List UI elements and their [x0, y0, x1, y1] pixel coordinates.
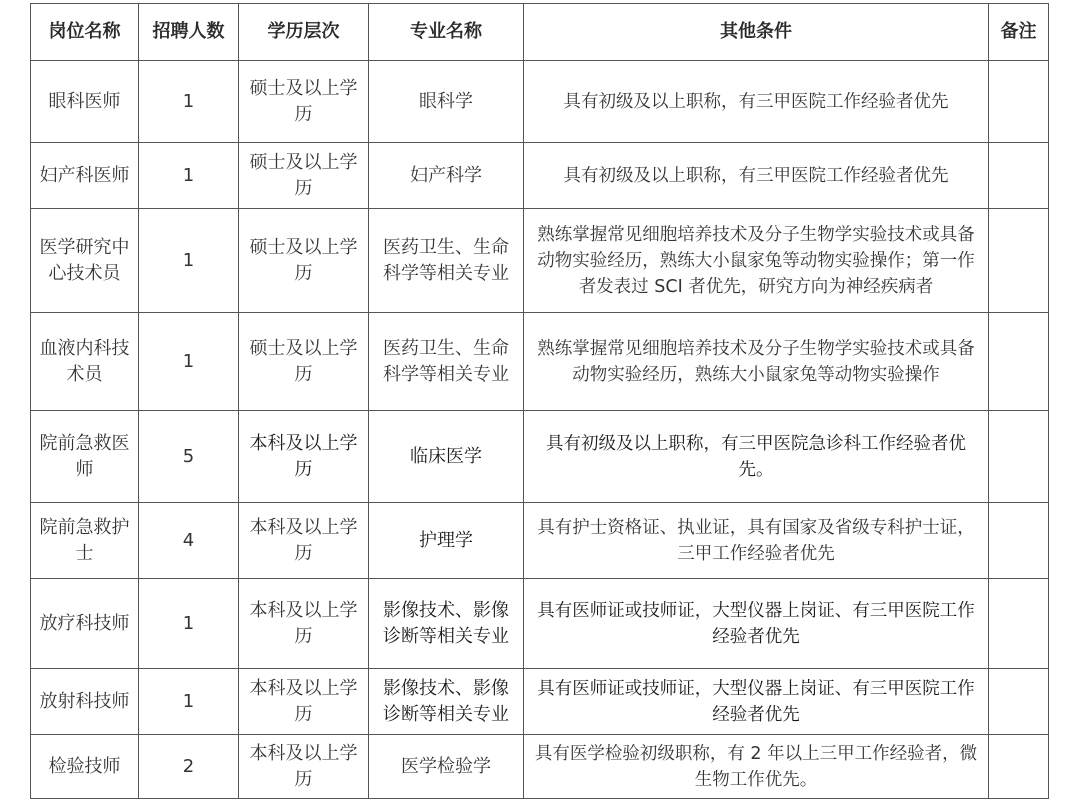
cell-education: 本科及以上学历: [239, 411, 369, 503]
cell-conditions: 具有医师证或技师证，大型仪器上岗证、有三甲医院工作经验者优先: [524, 669, 989, 735]
header-note: 备注: [989, 4, 1049, 61]
cell-note: [989, 313, 1049, 411]
table-row: [31, 579, 1049, 669]
cell-major: 临床医学: [369, 411, 524, 503]
header-count: 招聘人数: [139, 4, 239, 61]
cell-note: [989, 143, 1049, 209]
cell-conditions: 具有医师证或技师证，大型仪器上岗证、有三甲医院工作经验者优先: [524, 579, 989, 669]
table-row: [31, 503, 1049, 579]
cell-education: 本科及以上学历: [239, 579, 369, 669]
table-row: [31, 669, 1049, 735]
cell-note: [989, 209, 1049, 313]
cell-count: 1: [139, 61, 239, 143]
cell-major: 医药卫生、生命科学等相关专业: [369, 313, 524, 411]
cell-position: 检验技师: [31, 735, 139, 799]
cell-education: 本科及以上学历: [239, 669, 369, 735]
cell-education: 硕士及以上学历: [239, 61, 369, 143]
table-row: [31, 313, 1049, 411]
header-conditions: 其他条件: [524, 4, 989, 61]
cell-education: 本科及以上学历: [239, 735, 369, 799]
cell-note: [989, 503, 1049, 579]
cell-conditions: 熟练掌握常见细胞培养技术及分子生物学实验技术或具备动物实验经历，熟练大小鼠家兔等动物实验操作: [524, 313, 989, 411]
cell-position: 放疗科技师: [31, 579, 139, 669]
cell-education: 本科及以上学历: [239, 503, 369, 579]
table-row: [31, 143, 1049, 209]
table-row: [31, 209, 1049, 313]
cell-position: 院前急救医师: [31, 411, 139, 503]
table-header-row: [31, 4, 1049, 61]
cell-conditions: 熟练掌握常见细胞培养技术及分子生物学实验技术或具备动物实验经历，熟练大小鼠家兔等动物实验操作；第一作者发表过 SCI 者优先，研究方向为神经疾病者: [524, 209, 989, 313]
recruitment-table: [30, 3, 1049, 799]
cell-count: 2: [139, 735, 239, 799]
cell-count: 4: [139, 503, 239, 579]
cell-major: 妇产科学: [369, 143, 524, 209]
cell-note: [989, 411, 1049, 503]
cell-conditions: 具有初级及以上职称，有三甲医院急诊科工作经验者优先。: [524, 411, 989, 503]
header-education: 学历层次: [239, 4, 369, 61]
cell-note: [989, 61, 1049, 143]
cell-position: 医学研究中心技术员: [31, 209, 139, 313]
cell-major: 影像技术、影像诊断等相关专业: [369, 579, 524, 669]
table-row: [31, 61, 1049, 143]
cell-conditions: 具有初级及以上职称，有三甲医院工作经验者优先: [524, 143, 989, 209]
cell-conditions: 具有初级及以上职称，有三甲医院工作经验者优先: [524, 61, 989, 143]
cell-count: 1: [139, 209, 239, 313]
cell-position: 妇产科医师: [31, 143, 139, 209]
cell-note: [989, 579, 1049, 669]
cell-education: 硕士及以上学历: [239, 209, 369, 313]
cell-education: 硕士及以上学历: [239, 143, 369, 209]
cell-note: [989, 669, 1049, 735]
table-row: [31, 735, 1049, 799]
cell-education: 硕士及以上学历: [239, 313, 369, 411]
cell-conditions: 具有医学检验初级职称，有 2 年以上三甲工作经验者，微生物工作优先。: [524, 735, 989, 799]
cell-major: 影像技术、影像诊断等相关专业: [369, 669, 524, 735]
cell-count: 5: [139, 411, 239, 503]
cell-position: 眼科医师: [31, 61, 139, 143]
cell-major: 医学检验学: [369, 735, 524, 799]
cell-count: 1: [139, 669, 239, 735]
table-row: [31, 411, 1049, 503]
cell-count: 1: [139, 313, 239, 411]
cell-conditions: 具有护士资格证、执业证，具有国家及省级专科护士证，三甲工作经验者优先: [524, 503, 989, 579]
cell-note: [989, 735, 1049, 799]
cell-major: 眼科学: [369, 61, 524, 143]
cell-position: 血液内科技术员: [31, 313, 139, 411]
cell-position: 放射科技师: [31, 669, 139, 735]
cell-count: 1: [139, 143, 239, 209]
cell-major: 护理学: [369, 503, 524, 579]
cell-position: 院前急救护士: [31, 503, 139, 579]
cell-major: 医药卫生、生命科学等相关专业: [369, 209, 524, 313]
cell-count: 1: [139, 579, 239, 669]
header-position: 岗位名称: [31, 4, 139, 61]
header-major: 专业名称: [369, 4, 524, 61]
